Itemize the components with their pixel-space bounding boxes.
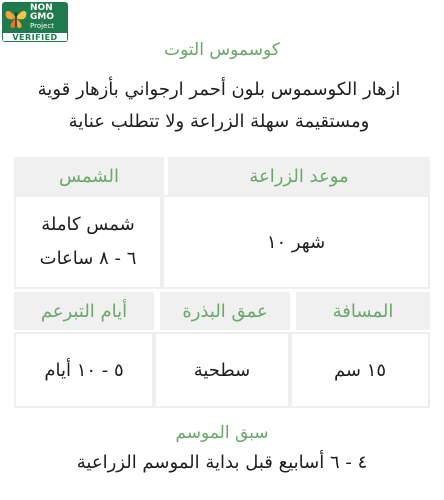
planting-time-value: شهر ١٠ [162,195,430,289]
sun-label: الشمس [14,157,164,195]
sun-value [14,195,162,289]
butterfly-icon [4,4,28,32]
info-header-row-1 [14,157,430,195]
badge-text-gmo: GMO [30,12,54,22]
product-description: ازهار الكوسموس بلون أحمر ارجواني بأزهار قوية ومستقيمة سهلة الزراعة ولا تتطلب عناية [37,79,401,132]
germination-days-label: أيام التبرعم [14,292,154,330]
season-value: ٤ - ٦ أسابيع قبل بداية الموسم الزراعية [76,452,368,473]
column-divider [154,292,160,330]
info-value-row-2 [14,332,430,408]
badge-text-verified: VERIFIED [2,32,68,42]
seed-depth-label: عمق البذرة [160,292,290,330]
info-value-row-1 [14,195,430,289]
spacing-value: ١٥ سم [290,332,430,408]
badge-text-non: NON [30,3,53,13]
season-label: سبق الموسم [175,423,269,443]
seed-depth-value: سطحية [154,332,290,408]
product-title: كوسموس التوت [164,40,280,60]
info-header-row-2 [14,292,430,330]
germination-days-value: ٥ - ١٠ أيام [14,332,154,408]
sun-value-line-1: شمس كاملة [41,214,135,235]
column-divider [164,157,168,195]
column-divider [290,292,296,330]
sun-value-line-2: ٦ - ٨ ساعات [39,248,137,269]
badge-text-project: Project [30,22,54,30]
spacing-label: المسافة [296,292,430,330]
planting-time-label: موعد الزراعة [168,157,430,195]
non-gmo-verified-badge [2,2,68,42]
